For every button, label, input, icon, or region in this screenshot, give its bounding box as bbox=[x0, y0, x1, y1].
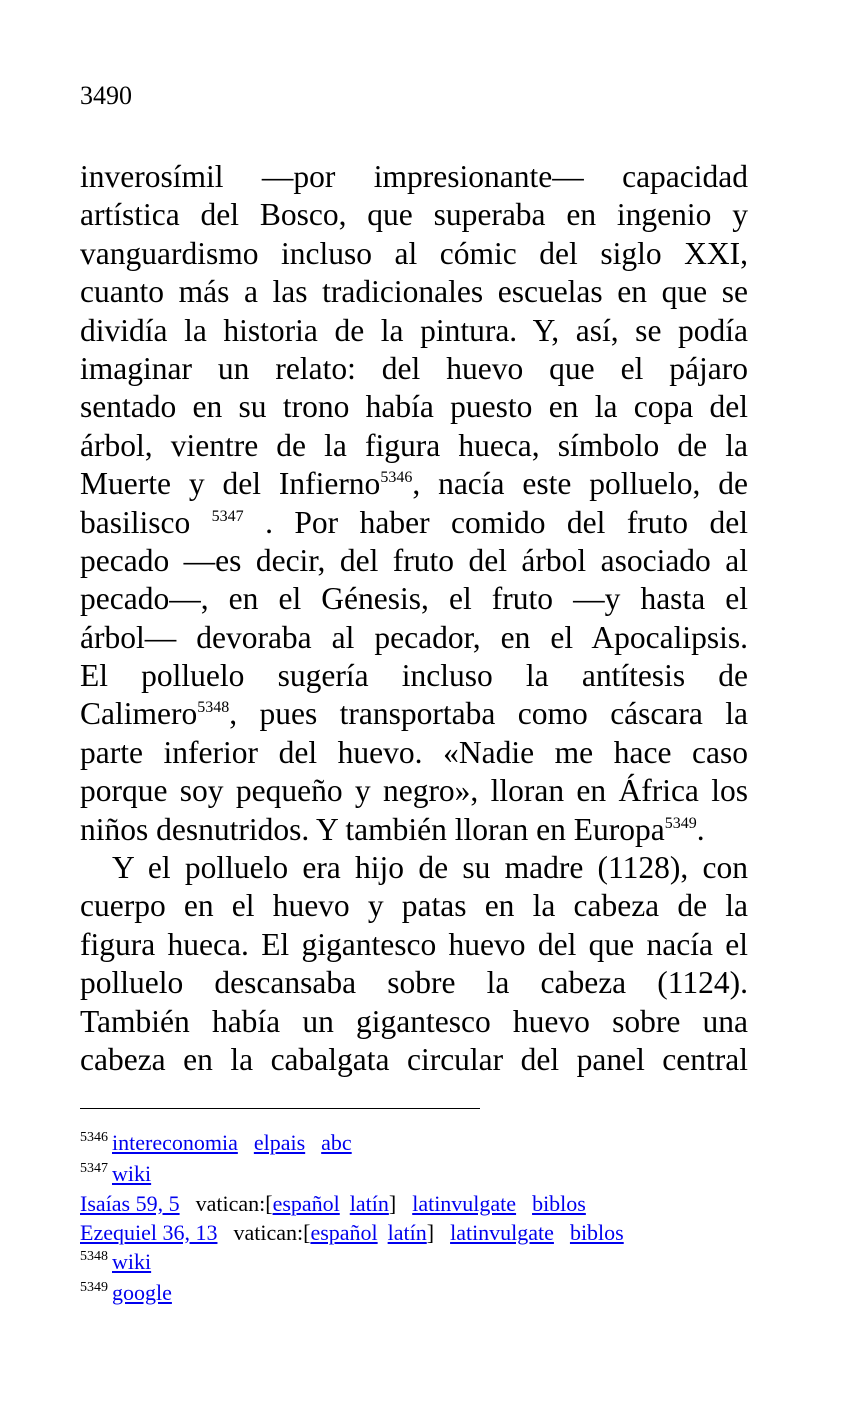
line-text: basilisco bbox=[80, 504, 212, 540]
text-line: imaginar un relato: del huevo que el pájaro bbox=[80, 350, 748, 386]
text-line: sentado en su trono había puesto en la copa del bbox=[80, 389, 748, 425]
body-text bbox=[80, 158, 748, 1079]
link-abc[interactable]: abc bbox=[321, 1130, 352, 1155]
text-line: pecado —es decir, del fruto del árbol asociado al bbox=[80, 542, 748, 578]
text-line: Y el polluelo era hijo de su madre (1128), con bbox=[112, 850, 748, 886]
footnote-ezequiel bbox=[80, 1218, 624, 1247]
text-line: polluelo descansaba sobre la cabeza (1124). bbox=[80, 965, 748, 1001]
text-line: inverosímil —por impresionante— capacidad bbox=[80, 159, 748, 194]
link-ezequiel-ref[interactable]: Ezequiel 36, 13 bbox=[80, 1220, 218, 1245]
footnote-divider bbox=[80, 1108, 480, 1109]
link-elpais[interactable]: elpais bbox=[253, 1130, 306, 1155]
text-line: El polluelo sugería incluso la antítesis de bbox=[80, 658, 748, 694]
footnote-5347 bbox=[80, 1159, 624, 1190]
link-latinvulgate[interactable]: latinvulgate bbox=[412, 1191, 517, 1216]
footnote-ref-5349[interactable]: 5349 bbox=[664, 814, 697, 832]
footnotes bbox=[80, 1128, 624, 1308]
text-line: pecado—, en el Génesis, el fruto —y hasta el bbox=[80, 581, 748, 617]
link-latinvulgate[interactable]: latinvulgate bbox=[450, 1220, 554, 1245]
link-wiki[interactable]: wiki bbox=[112, 1160, 152, 1186]
footnote-5349 bbox=[80, 1278, 624, 1309]
footnote-number: 5347 bbox=[80, 1160, 108, 1176]
text-line bbox=[80, 465, 748, 503]
text-line bbox=[80, 504, 748, 542]
link-biblos[interactable]: biblos bbox=[569, 1220, 624, 1245]
text-line: vanguardismo incluso al cómic del siglo XXI, bbox=[80, 235, 748, 271]
line-text: niños desnutridos. Y también lloran en Europa bbox=[80, 811, 665, 847]
footnote-isaias bbox=[80, 1189, 624, 1218]
link-latin[interactable]: latín bbox=[349, 1191, 389, 1216]
line-text: Calimero bbox=[80, 696, 198, 732]
link-wiki[interactable]: wiki bbox=[112, 1249, 152, 1274]
link-espanol[interactable]: español bbox=[310, 1220, 378, 1245]
footnote-5348 bbox=[80, 1247, 624, 1278]
vatican-label: vatican:[ bbox=[233, 1220, 311, 1245]
footnote-number: 5348 bbox=[80, 1249, 108, 1264]
link-biblos[interactable]: biblos bbox=[532, 1191, 586, 1216]
text-line: árbol, vientre de la figura hueca, símbolo de la bbox=[80, 427, 748, 463]
line-text: , pues transportaba como cáscara la bbox=[229, 696, 748, 732]
text-line: parte inferior del huevo. «Nadie me hace caso bbox=[80, 734, 748, 770]
text-line: artística del Bosco, que superaba en ingenio y bbox=[80, 197, 748, 233]
link-google[interactable]: google bbox=[112, 1279, 172, 1305]
link-espanol[interactable]: español bbox=[272, 1191, 340, 1216]
link-isaias-ref[interactable]: Isaías 59, 5 bbox=[80, 1191, 180, 1216]
footnote-number: 5349 bbox=[80, 1279, 108, 1295]
link-latin[interactable]: latín bbox=[387, 1220, 427, 1245]
vatican-label: vatican:[ bbox=[195, 1191, 273, 1216]
text-line: árbol— devoraba al pecador, en el Apocalipsis. bbox=[80, 619, 748, 655]
text-line: dividía la historia de la pintura. Y, así, se podía bbox=[80, 312, 748, 348]
text-line: También había un gigantesco huevo sobre una bbox=[80, 1003, 748, 1039]
line-text: Muerte y del Infierno bbox=[80, 466, 381, 502]
text-line: cuanto más a las tradicionales escuelas en que se bbox=[80, 274, 748, 310]
footnote-5346 bbox=[80, 1128, 624, 1159]
footnote-number: 5346 bbox=[80, 1130, 108, 1145]
bracket-close: ] bbox=[388, 1191, 397, 1216]
bracket-close: ] bbox=[426, 1220, 435, 1245]
text-line bbox=[80, 695, 748, 733]
text-line: cabeza en la cabalgata circular del panel central bbox=[80, 1041, 748, 1077]
text-line: figura hueca. El gigantesco huevo del que nacía el bbox=[80, 926, 748, 962]
footnote-ref-5346[interactable]: 5346 bbox=[380, 469, 413, 487]
page-number: 3490 bbox=[80, 81, 132, 110]
footnote-ref-5347[interactable]: 5347 bbox=[211, 507, 244, 525]
link-intereconomia[interactable]: intereconomia bbox=[112, 1130, 238, 1155]
line-text: , nacía este polluelo, de bbox=[412, 466, 748, 502]
text-line: cuerpo en el huevo y patas en la cabeza de la bbox=[80, 888, 748, 924]
line-text: . Por haber comido del fruto del bbox=[243, 504, 748, 540]
text-line bbox=[80, 811, 748, 849]
footnote-ref-5348[interactable]: 5348 bbox=[197, 699, 230, 717]
line-text: . bbox=[696, 811, 705, 847]
text-line: porque soy pequeño y negro», lloran en África los bbox=[80, 773, 748, 809]
